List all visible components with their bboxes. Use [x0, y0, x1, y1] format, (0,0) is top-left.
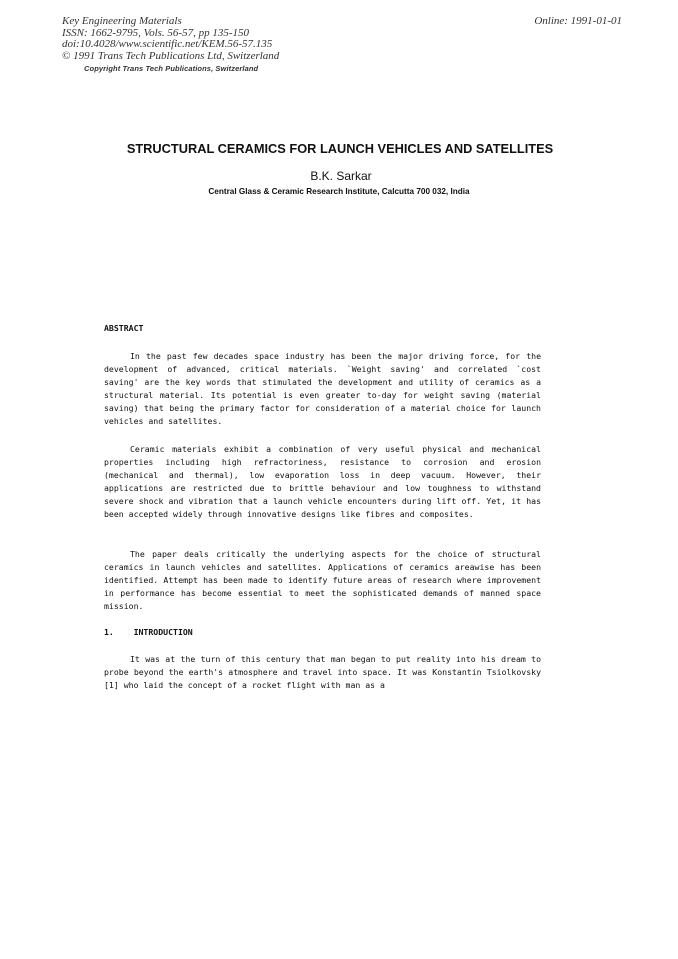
- abstract-text-2: Ceramic materials exhibit a combination of very useful physical and mechanical properties including high refractoriness, resistance to corrosion and erosion (mechanical and thermal), low evaporation loss in deep vacuum. However, their applications are restricted due to brittle behaviour and low toughness to withstand severe shock and vibration that a launch vehicle encounters during lift off. Yet, it has been accepted widely through innovative designs like fibres and composites.: [104, 444, 541, 520]
- copyright-line: © 1991 Trans Tech Publications Ltd, Switzerland: [62, 49, 280, 62]
- abstract-text-1: In the past few decades space industry has been the major driving force, for the development of advanced, critical materials. `Weight saving' and correlated `cost saving' are the key words that stimulated the development and utility of ceramics as a structural material. Its potential is even greater to-day for weight saving (material saving) that being the primary factor for consideration of a material choice for launch vehicles and satellites.: [104, 351, 541, 427]
- abstract-paragraph-2: [104, 443, 541, 522]
- introduction-heading: 1. INTRODUCTION: [104, 627, 193, 637]
- abstract-text-3: The paper deals critically the underlying aspects for the choice of structural ceramics in launch vehicles and satellites. Applications of ceramics areawise has been identified. Attempt has been made to identify future areas of research where improvement in performance has become essential to meet the sophisticated demands of manned space mission.: [104, 549, 541, 612]
- introduction-paragraph-1: [104, 653, 541, 692]
- introduction-text-1: It was at the turn of this century that man began to put reality into his dream to probe beyond the earth's atmosphere and travel into space. It was Konstantin Tsiolkovsky [1] who laid the concept of a rocket flight with man as a: [104, 654, 541, 691]
- copyright-notice: Copyright Trans Tech Publications, Switzerland: [84, 64, 259, 73]
- abstract-paragraph-3: [104, 548, 541, 613]
- online-date: Online: 1991-01-01: [534, 15, 622, 27]
- doi-line: doi:10.4028/www.scientific.net/KEM.56-57.135: [62, 38, 273, 50]
- paper-title: STRUCTURAL CERAMICS FOR LAUNCH VEHICLES AND SATELLITES: [126, 141, 554, 156]
- abstract-paragraph-1: [104, 350, 541, 429]
- author-affiliation: Central Glass & Ceramic Research Institute, Calcutta 700 032, India: [208, 187, 470, 196]
- journal-header: [62, 16, 622, 75]
- author-name: B.K. Sarkar: [310, 169, 372, 183]
- abstract-heading: ABSTRACT: [104, 323, 144, 333]
- issn-line: ISSN: 1662-9795, Vols. 56-57, pp 135-150: [62, 26, 249, 39]
- journal-name: Key Engineering Materials: [62, 15, 182, 27]
